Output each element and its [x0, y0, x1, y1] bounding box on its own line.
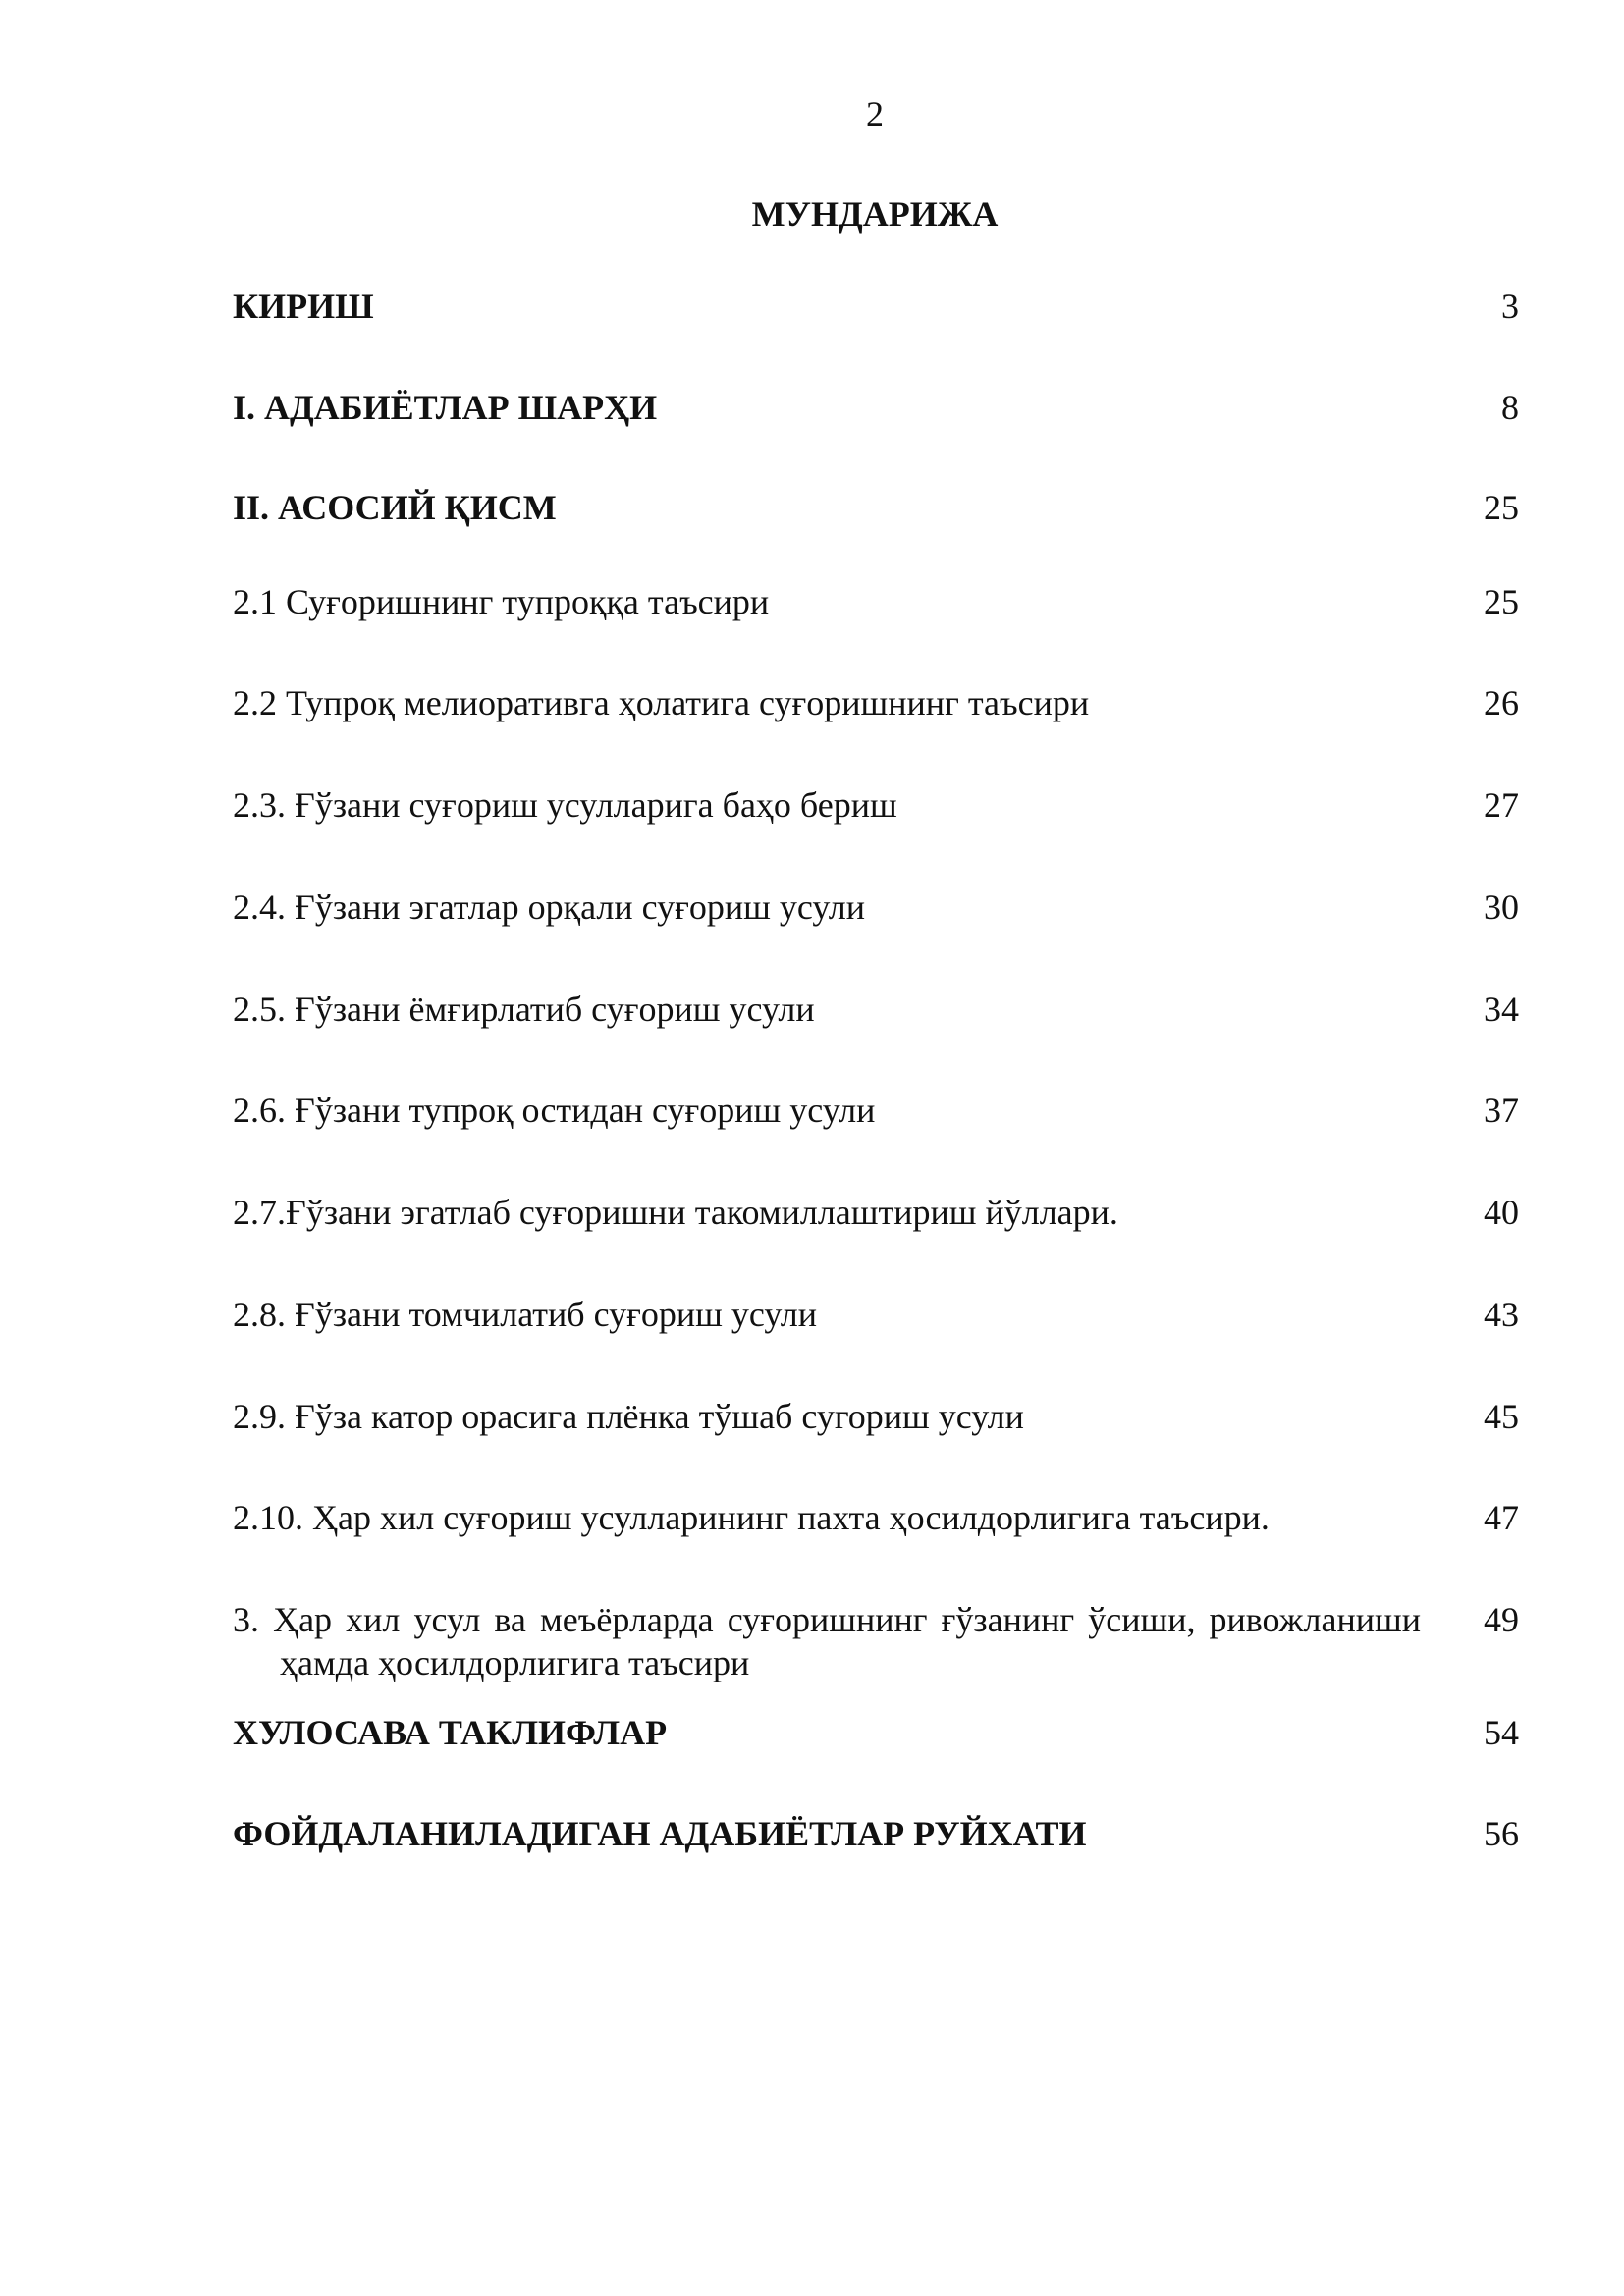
toc-entry-label: ХУЛОСАВА ТАКЛИФЛАР: [233, 1713, 668, 1752]
toc-entry-label: 2.7.Ғўзани эгатлаб суғоришни такомиллаштириш йўллари.: [233, 1193, 1118, 1232]
toc-entry-page: 45: [1484, 1397, 1519, 1436]
toc-entry-label: 2.9. Ғўза катор орасига плёнка тўшаб сугориш усули: [233, 1397, 1024, 1436]
toc-entry-label: 2.5. Ғўзани ёмғирлатиб суғориш усули: [233, 989, 815, 1029]
toc-entry-label: 2.1 Суғоришнинг тупроққа таъсири: [233, 582, 770, 621]
toc-entry-page: 43: [1484, 1295, 1519, 1334]
toc-entry-label: 2.8. Ғўзани томчилатиб суғориш усули: [233, 1295, 818, 1334]
toc-entry-label: 2.4. Ғўзани эгатлар орқали суғориш усули: [233, 887, 866, 927]
toc-entry-page: 49: [1484, 1600, 1519, 1639]
toc-entry-page: 26: [1484, 683, 1519, 722]
toc-entry-page: 34: [1484, 989, 1519, 1029]
toc-entry-label: 3. Ҳар хил усул ва меъёрларда суғоришнинг ғўзанинг ўсиши, ривожланиши ҳамда ҳосилдорлигига таъсири: [233, 1600, 1421, 1682]
toc-entry-label: 2.10. Ҳар хил суғориш усулларининг пахта ҳосилдорлигига таъсири.: [233, 1498, 1270, 1537]
toc-entry-page: 25: [1484, 582, 1519, 621]
toc-entry-label: I. АДАБИЁТЛАР ШАРҲИ: [233, 388, 658, 427]
toc-entry-label: КИРИШ: [233, 287, 374, 326]
toc-entry-label: 2.6. Ғўзани тупроқ остидан суғориш усули: [233, 1091, 876, 1130]
page-number: 2: [866, 94, 884, 133]
toc-entry-page: 25: [1484, 488, 1519, 527]
toc-entry-label: ФОЙДАЛАНИЛАДИГАН АДАБИЁТЛАР РУЙХАТИ: [233, 1814, 1087, 1853]
toc-entry-page: 3: [1501, 287, 1519, 326]
toc-entry-page: 30: [1484, 887, 1519, 927]
toc-entry-page: 40: [1484, 1193, 1519, 1232]
toc-entry-page: 47: [1484, 1498, 1519, 1537]
toc-entry-page: 27: [1484, 785, 1519, 825]
toc-entry-label: 2.3. Ғўзани суғориш усулларига баҳо бериш: [233, 785, 897, 825]
toc-entry-page: 8: [1501, 388, 1519, 427]
toc-entry-label: II. АСОСИЙ ҚИСМ: [233, 488, 557, 527]
toc-entry-page: 56: [1484, 1814, 1519, 1853]
toc-entry-page: 37: [1484, 1091, 1519, 1130]
toc-entry-page: 54: [1484, 1713, 1519, 1752]
toc-entry-label: 2.2 Тупроқ мелиоративга ҳолатига суғоришнинг таъсири: [233, 683, 1090, 722]
toc-title: МУНДАРИЖА: [751, 194, 999, 234]
